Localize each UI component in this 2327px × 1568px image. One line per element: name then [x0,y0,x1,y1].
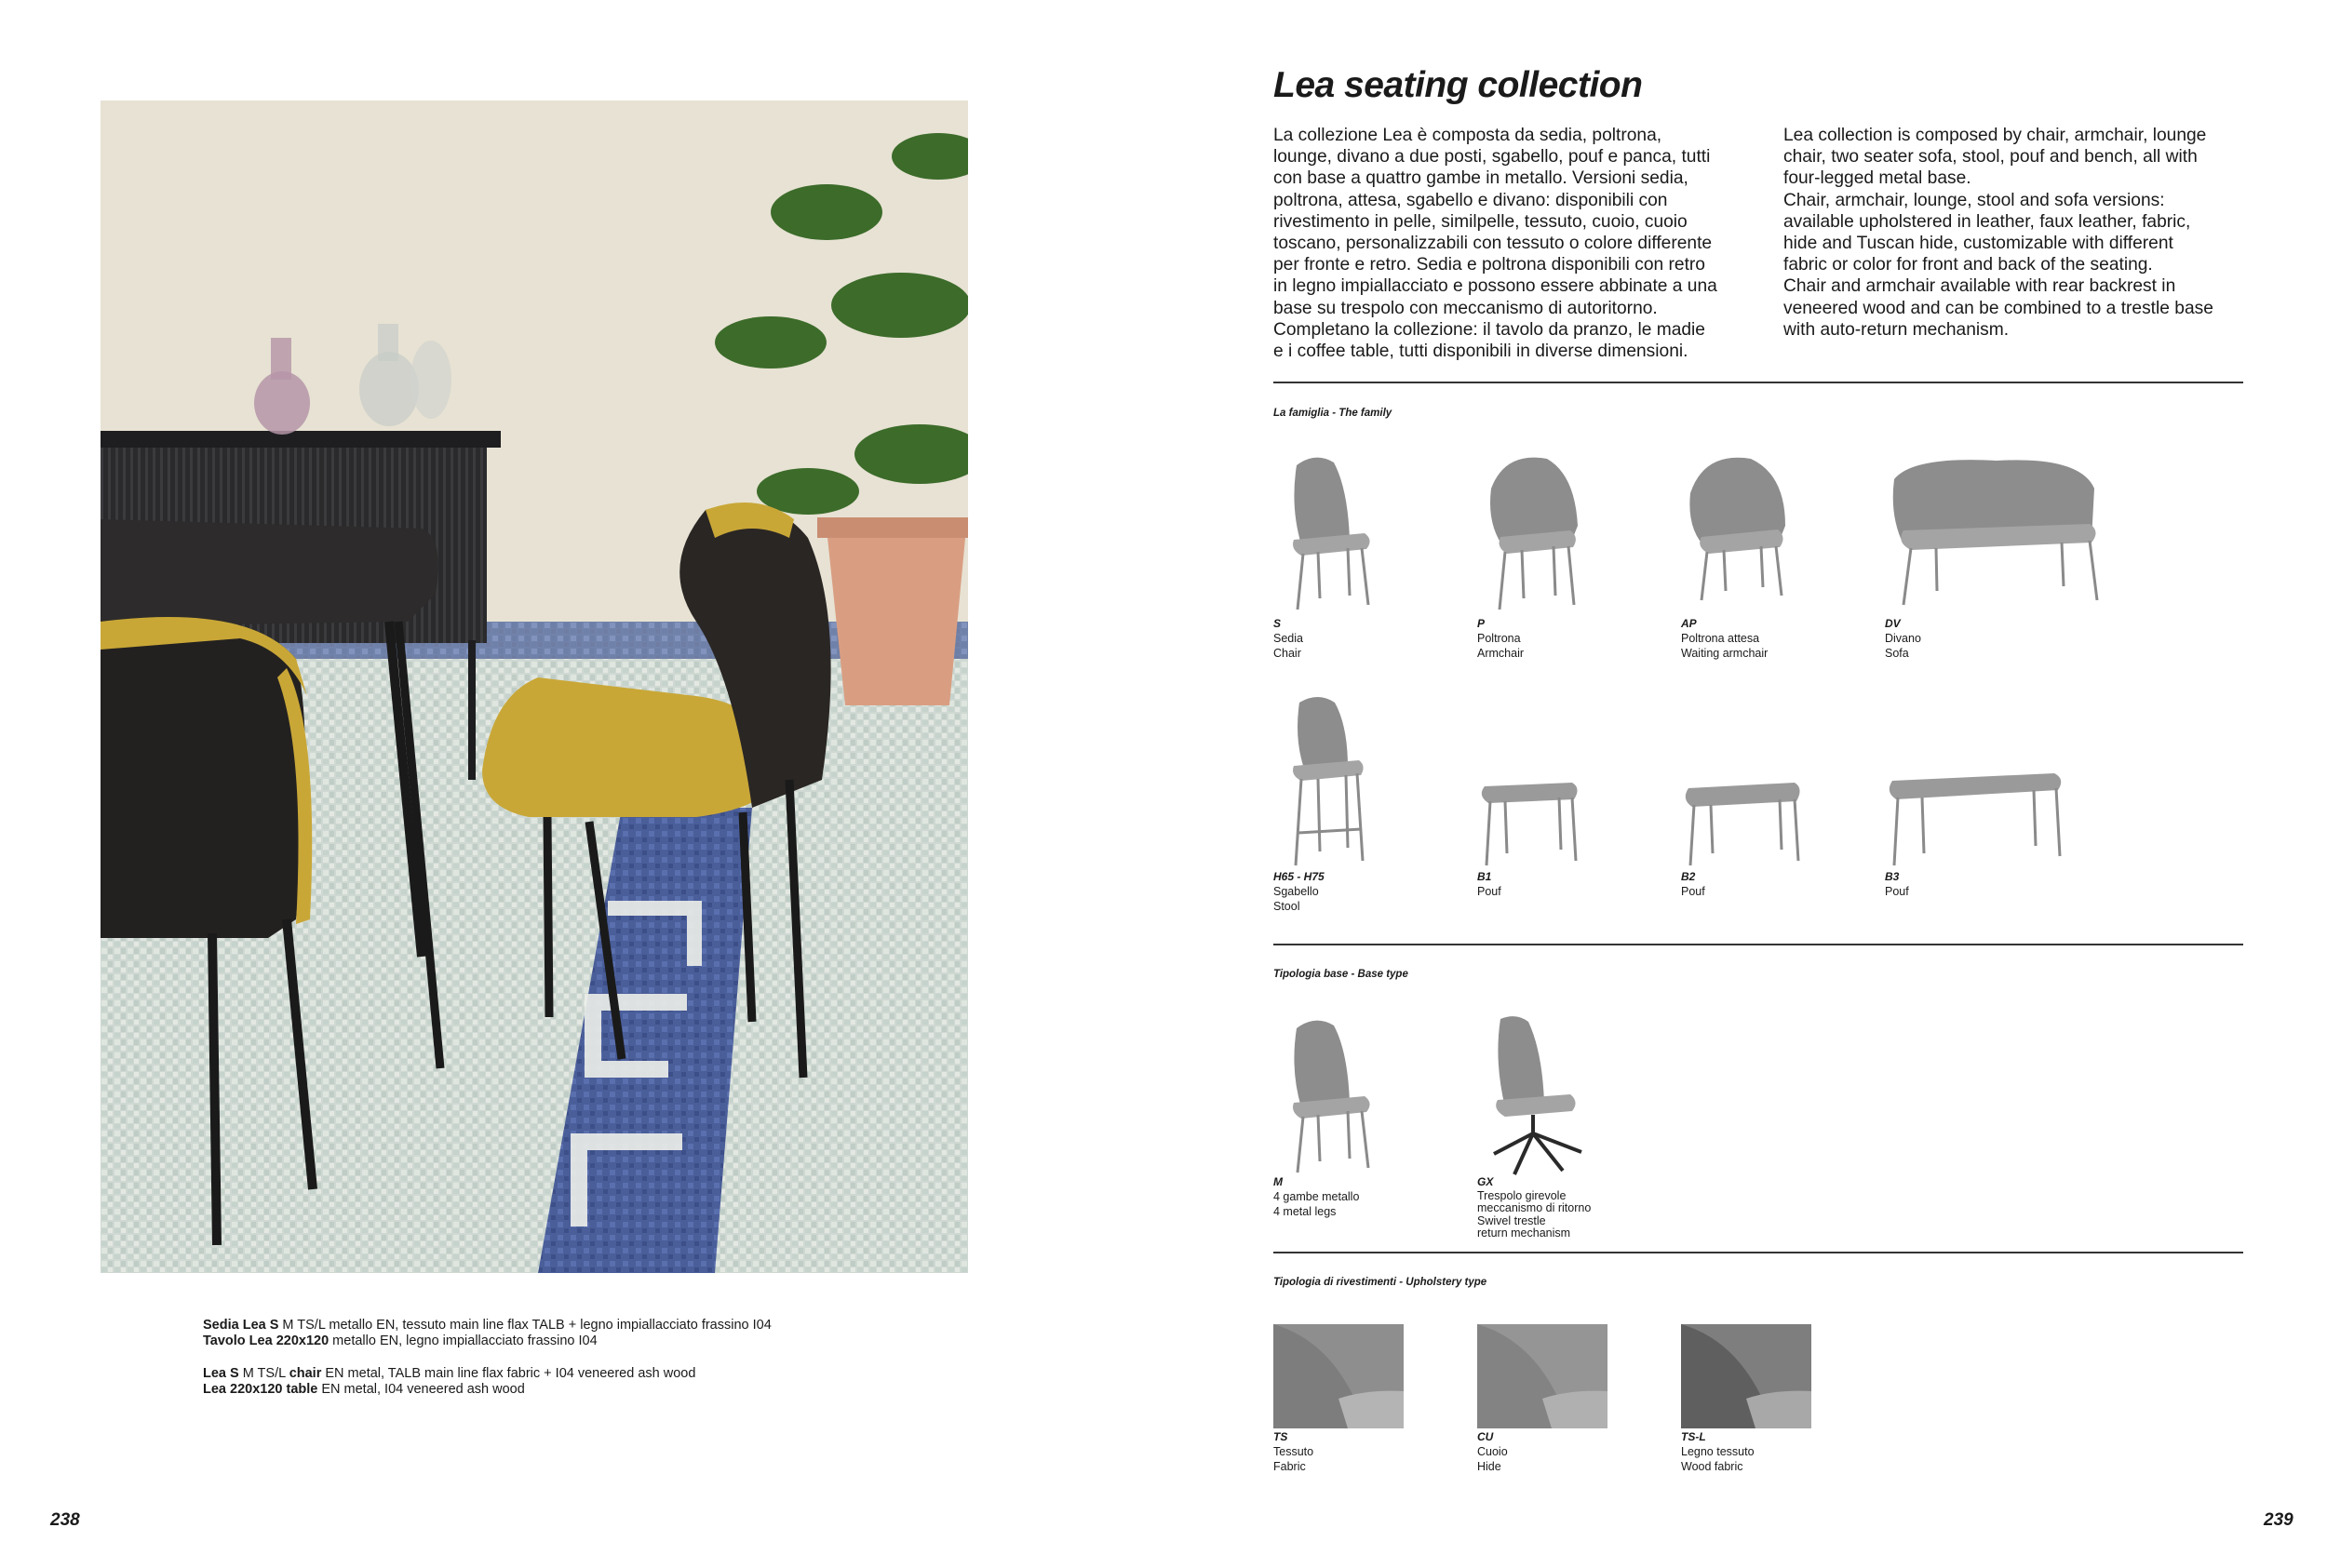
family-item-dv [1885,451,2108,665]
item-name-it: Pouf [1885,885,1909,898]
caption-text: EN metal, I04 veneered ash wood [317,1382,525,1397]
family-item-b1 [1477,777,1673,907]
intro-english [1783,125,2267,341]
item-name-en: Fabric [1273,1460,1306,1473]
item-name-it: Pouf [1477,885,1501,898]
photo-caption [203,1318,948,1398]
upholstery-item-cu [1477,1324,1673,1482]
family-item-ap [1681,451,1876,665]
item-name-it: Pouf [1681,885,1705,898]
caption-text: metallo EN, legno impiallacciato frassino I04 [329,1333,598,1348]
item-name-it: Sedia [1273,632,1303,645]
caption-text: M TS/L metallo EN, tessuto main line flax TALB + legno impiallacciato frassino I04 [278,1318,772,1333]
base-item-m [1273,1014,1469,1228]
section-label-family: La famiglia - The family [1273,408,1392,419]
item-name-it: Tessuto [1273,1445,1314,1458]
chair-four-legs-illustration [1273,1014,1385,1177]
item-name-en: Stool [1273,900,1300,913]
item-name-en: Armchair [1477,647,1525,660]
interior-photo [101,101,968,1273]
page-number-right: 239 [2264,1510,2293,1530]
waiting-armchair-illustration [1681,451,1802,619]
item-code: P [1477,617,1486,630]
fabric-swatch-illustration [1273,1324,1404,1428]
intro-italian [1273,125,1743,362]
family-item-b3 [1885,768,2071,907]
wood-fabric-swatch-illustration [1681,1324,1811,1428]
item-code: H65 - H75 [1273,870,1325,883]
family-item-b2 [1681,777,1876,907]
item-name-it-2: meccanismo di ritorno [1477,1201,1592,1214]
item-code: DV [1885,617,1901,630]
swivel-chair-illustration [1477,1014,1598,1177]
caption-product-name: Lea S [203,1366,239,1381]
hide-swatch-illustration [1477,1324,1607,1428]
section-label-upholstery: Tipologia di rivestimenti - Upholstery type [1273,1277,1487,1288]
divider [1273,1252,2243,1253]
item-name-it: Cuoio [1477,1445,1508,1458]
page-number-left: 238 [50,1510,80,1530]
section-label-base-type: Tipologia base - Base type [1273,969,1408,980]
armchair-illustration [1477,451,1598,619]
item-name-en: Swivel trestle [1477,1214,1546,1227]
item-name-it: 4 gambe metallo [1273,1190,1360,1203]
caption-line-it-table [203,1333,948,1349]
item-name-en: Hide [1477,1460,1501,1473]
divider [1273,382,2243,383]
caption-line-en-table [203,1382,948,1398]
page-title: Lea seating collection [1273,65,1643,105]
item-name-it: Sgabello [1273,885,1319,898]
item-name-it: Poltrona [1477,632,1521,645]
caption-line-en-chair [203,1366,948,1382]
item-code: TS-L [1681,1430,1706,1443]
intro-italian-text: La collezione Lea è composta da sedia, poltrona, lounge, divano a due posti, sgabello, pouf e panca, tutti con base a quattro gambe in metallo. Versioni sedia, poltrona, attesa, sgabello e divano: disponibili con rivestimento in pelle, similpelle, tessuto, cuoio, cuoio toscano, personalizzabili con tessuto o colore differente per fronte e retro. Sedia e poltrona disponibili con retro in legno impiallacciato e possono essere abbinate a una base su trespolo con meccanismo di autoritorno. Completano la collezione: il tavolo da pranzo, le madie e i coffee table, tutti disponibili in diverse dimensioni. [1273,126,1717,362]
sofa-illustration [1885,451,2108,619]
caption-text: M TS/L [238,1366,289,1381]
caption-product-name: Tavolo Lea 220x120 [203,1333,330,1348]
item-name-it: Poltrona attesa [1681,632,1760,645]
item-code: B1 [1477,870,1492,883]
dining-scene-illustration [101,101,968,1273]
item-code: TS [1273,1430,1288,1443]
pouf-illustration [1681,777,1811,870]
divider [1273,944,2243,945]
item-code: AP [1681,617,1697,630]
base-item-gx [1477,1014,1673,1247]
pouf-illustration [1477,777,1589,870]
family-item-p [1477,451,1673,665]
item-name-en: Wood fabric [1681,1460,1743,1473]
item-name-en-2: return mechanism [1477,1226,1571,1240]
family-item-s [1273,451,1469,665]
item-name-en: Chair [1273,647,1301,660]
chair-illustration [1273,451,1385,619]
item-name-en: Sofa [1885,647,1909,660]
caption-product-type: chair [289,1366,322,1381]
family-item-stool [1273,693,1469,917]
caption-text: EN metal, TALB main line flax fabric + I04 veneered ash wood [321,1366,696,1381]
item-code: GX [1477,1175,1494,1188]
item-code: B3 [1885,870,1900,883]
stool-illustration [1273,693,1385,870]
caption-line-it-chair [203,1318,948,1333]
bench-illustration [1885,768,2071,870]
item-code: B2 [1681,870,1696,883]
item-code: M [1273,1175,1283,1188]
caption-product-name: Sedia Lea S [203,1318,279,1333]
caption-product-name: Lea 220x120 table [203,1382,318,1397]
item-name-en: Waiting armchair [1681,647,1769,660]
item-name-it: Legno tessuto [1681,1445,1755,1458]
item-name-it: Trespolo girevole [1477,1189,1567,1202]
item-name-en: 4 metal legs [1273,1205,1337,1218]
intro-english-text: Lea collection is composed by chair, armchair, lounge chair, two seater sofa, stool, pouf and bench, all with four-legged metal base. Chair, armchair, lounge, stool and sofa versions: available upholstered in leather, faux leather, fabric, hide and Tuscan hide, customizable with different fabric or color for front and back of the seating. Chair and armchair available with rear backrest in veneered wood and can be combined to a trestle base with auto-return mechanism. [1783,126,2213,340]
item-name-it: Divano [1885,632,1921,645]
item-code: CU [1477,1430,1494,1443]
item-code: S [1273,617,1282,630]
upholstery-item-tsl [1681,1324,1876,1482]
upholstery-item-ts [1273,1324,1469,1482]
